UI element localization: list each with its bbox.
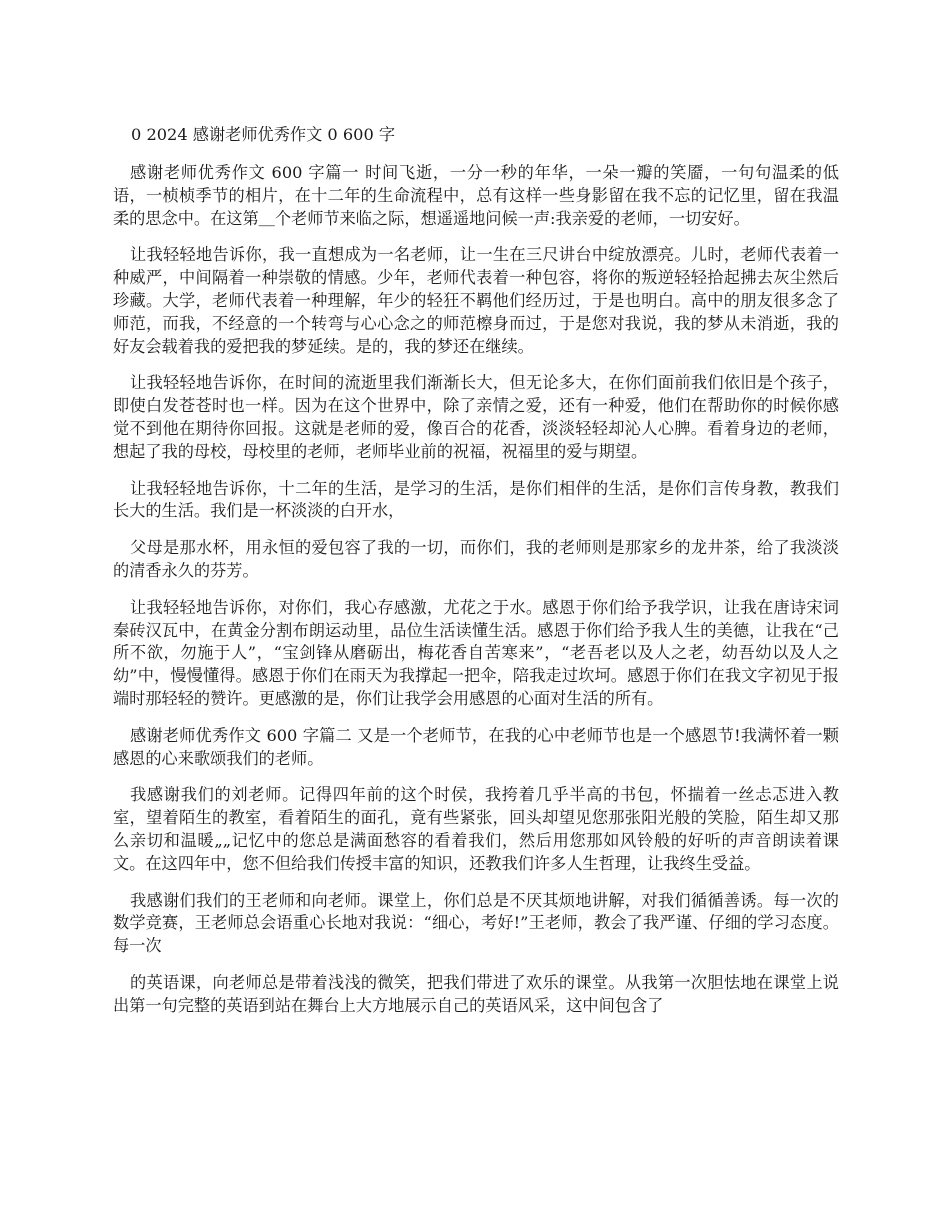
- paragraph-4: 让我轻轻地告诉你，十二年的生活，是学习的生活，是你们相伴的生活，是你们言传身教，教我们长大的生活。我们是一杯淡淡的白开水，: [113, 478, 839, 521]
- paragraph-3: 让我轻轻地告诉你，在时间的流逝里我们渐渐长大，但无论多大，在你们面前我们依旧是个孩子，即使白发苍苍时也一样。因为在这个世界中，除了亲情之爱，还有一种爱，他们在帮助你的时候你感觉不到他在期待你回报。这就是老师的爱，像百合的花香，淡淡轻轻却沁人心脾。看着身边的老师，想起了我的母校，母校里的老师，老师毕业前的祝福，祝福里的爱与期望。: [113, 373, 839, 461]
- document-title: 0 2024 感谢老师优秀作文 0 600 字: [131, 125, 396, 144]
- paragraph-8: 我感谢我们的刘老师。记得四年前的这个时侯，我挎着几乎半高的书包，怀揣着一丝忐忑进入教室，望着陌生的教室，看着陌生的面孔，竟有些紧张，回头却望见您那张阳光般的笑脸，陌生却又那么亲切和温暖„„记忆中的您总是满面愁容的看着我们，然后用您那如风铃般的好听的声音朗读着课文。在这四年中，您不但给我们传授丰富的知识，还教我们许多人生哲理，让我终生受益。: [113, 785, 839, 873]
- paragraph-6: 让我轻轻地告诉你，对你们，我心存感激，尤花之于水。感恩于你们给予我学识，让我在唐诗宋词秦砖汉瓦中，在黄金分割布朗运动里，品位生活读懂生活。感恩于你们给予我人生的美德，让我在“己所不欲，勿施于人”，“宝剑锋从磨砺出，梅花香自苦寒来”，“老吾老以及人之老，幼吾幼以及人之幼”中，慢慢懂得。感恩于你们在雨天为我撑起一把伞，陪我走过坎坷。感恩于你们在我文字初见于报端时那轻轻的赞许。更感激的是，你们让我学会用感恩的心面对生活的所有。: [113, 597, 839, 708]
- paragraph-10: 的英语课，向老师总是带着浅浅的微笑，把我们带进了欢乐的课堂。从我第一次胆怯地在课堂上说出第一句完整的英语到站在舞台上大方地展示自己的英语风采，这中间包含了: [113, 972, 839, 1015]
- paragraph-1: 感谢老师优秀作文 600 字篇一 时间飞逝，一分一秒的年华，一朵一瓣的笑靥，一句句温柔的低语，一桢桢季节的相片，在十二年的生命流程中，总有这样一些身影留在我不忘的记忆里，留在我温柔的思念中。在这第＿个老师节来临之际，想遥遥地问候一声:我亲爱的老师，一切安好。: [113, 163, 839, 228]
- paragraph-5: 父母是那水杯，用永恒的爱包容了我的一切，而你们，我的老师则是那家乡的龙井茶，给了我淡淡的清香永久的芬芳。: [113, 538, 839, 580]
- paragraph-7: 感谢老师优秀作文 600 字篇二 又是一个老师节，在我的心中老师节也是一个感恩节!我满怀着一颗感恩的心来歌颂我们的老师。: [113, 725, 839, 768]
- document-page: [113, 124, 839, 1032]
- paragraph-2: 让我轻轻地告诉你，我一直想成为一名老师，让一生在三尺讲台中绽放漂亮。儿时，老师代表着一种威严，中间隔着一种崇敬的情感。少年，老师代表着一种包容，将你的叛逆轻轻拾起拂去灰尘然后珍藏。大学，老师代表着一种理解，年少的轻狂不羁他们经历过，于是也明白。高中的朋友很多念了师范，而我，不经意的一个转弯与心心念之的师范檫身而过，于是您对我说，我的梦从未消逝，我的好友会载着我的爱把我的梦延续。是的，我的梦还在继续。: [113, 245, 839, 356]
- paragraph-9: 我感谢们我们的王老师和向老师。课堂上，你们总是不厌其烦地讲解，对我们循循善诱。每一次的数学竞赛，王老师总会语重心长地对我说：“细心，考好!”王老师，教会了我严谨、仔细的学习态度。每一次: [113, 890, 839, 956]
